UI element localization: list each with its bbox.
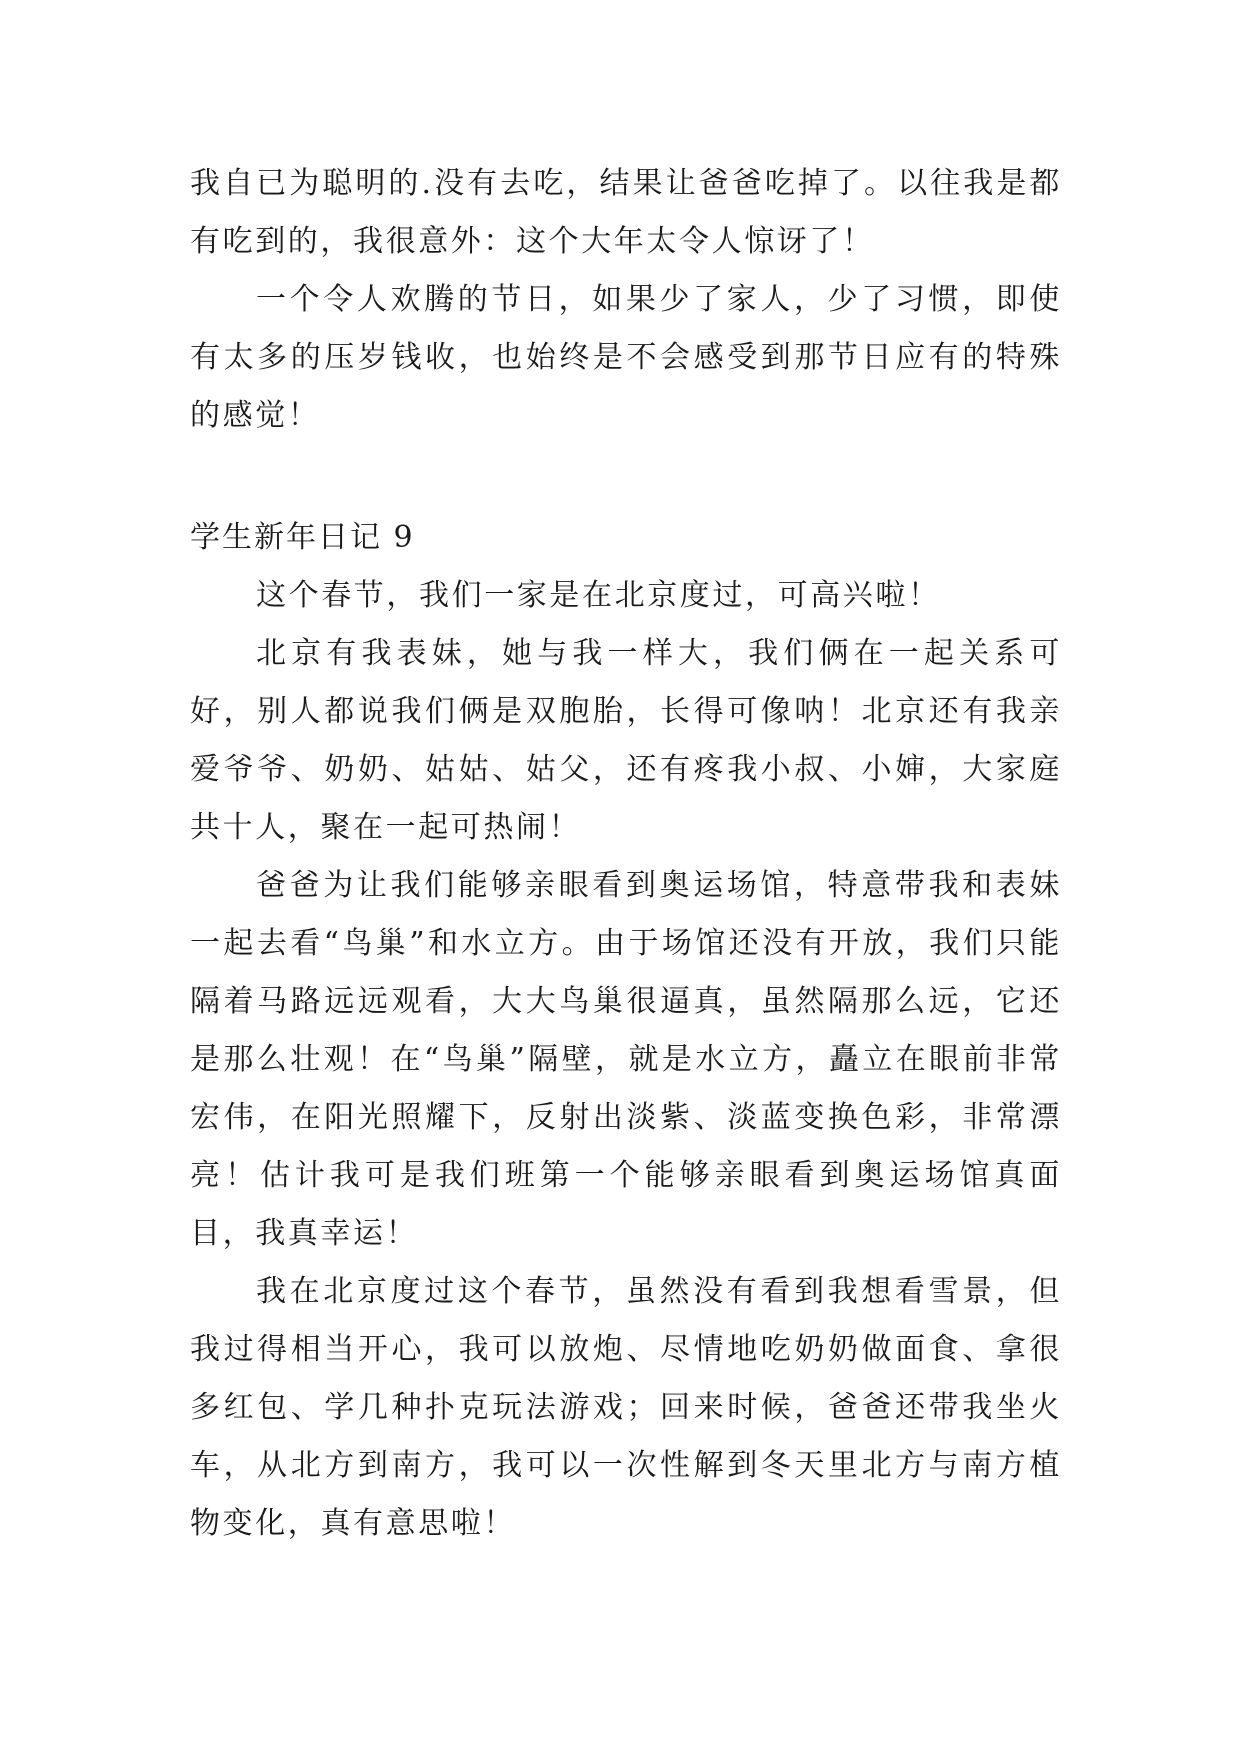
paragraph: 我自已为聪明的.没有去吃，结果让爸爸吃掉了。以往我是都有吃到的，我很意外：这个大年太令人惊讶了！ xyxy=(190,166,1062,259)
section-spacer xyxy=(190,445,1062,509)
paragraph: 我在北京度过这个春节，虽然没有看到我想看雪景，但我过得相当开心，我可以放炮、尽情地吃奶奶做面食、拿很多红包、学几种扑克玩法游戏；回来时候，爸爸还带我坐火车，从北方到南方，我可以一次性解到冬天里北方与南方植物变化，真有意思啦！ xyxy=(190,1274,1062,1541)
document-page xyxy=(190,155,1062,1553)
paragraph: 爸爸为让我们能够亲眼看到奥运场馆，特意带我和表妹一起去看“鸟巢”和水立方。由于场馆还没有开放，我们只能隔着马路远远观看，大大鸟巢很逼真，虽然隔那么远，它还是那么壮观！在“鸟巢”隔壁，就是水立方，矗立在眼前非常宏伟，在阳光照耀下，反射出淡紫、淡蓝变换色彩，非常漂亮！估计我可是我们班第一个能够亲眼看到奥运场馆真面目，我真幸运！ xyxy=(190,868,1062,1251)
section-title: 学生新年日记 9 xyxy=(190,520,415,555)
paragraph: 这个春节，我们一家是在北京度过，可高兴啦！ xyxy=(256,578,941,613)
paragraph: 北京有我表妹，她与我一样大，我们俩在一起关系可好，别人都说我们俩是双胞胎，长得可像呐！北京还有我亲爱爷爷、奶奶、姑姑、姑父，还有疼我小叔、小婶，大家庭共十人，聚在一起可热闹！ xyxy=(190,636,1062,845)
paragraph: 一个令人欢腾的节日，如果少了家人，少了习惯，即使有太多的压岁钱收，也始终是不会感受到那节日应有的特殊的感觉！ xyxy=(190,282,1062,433)
